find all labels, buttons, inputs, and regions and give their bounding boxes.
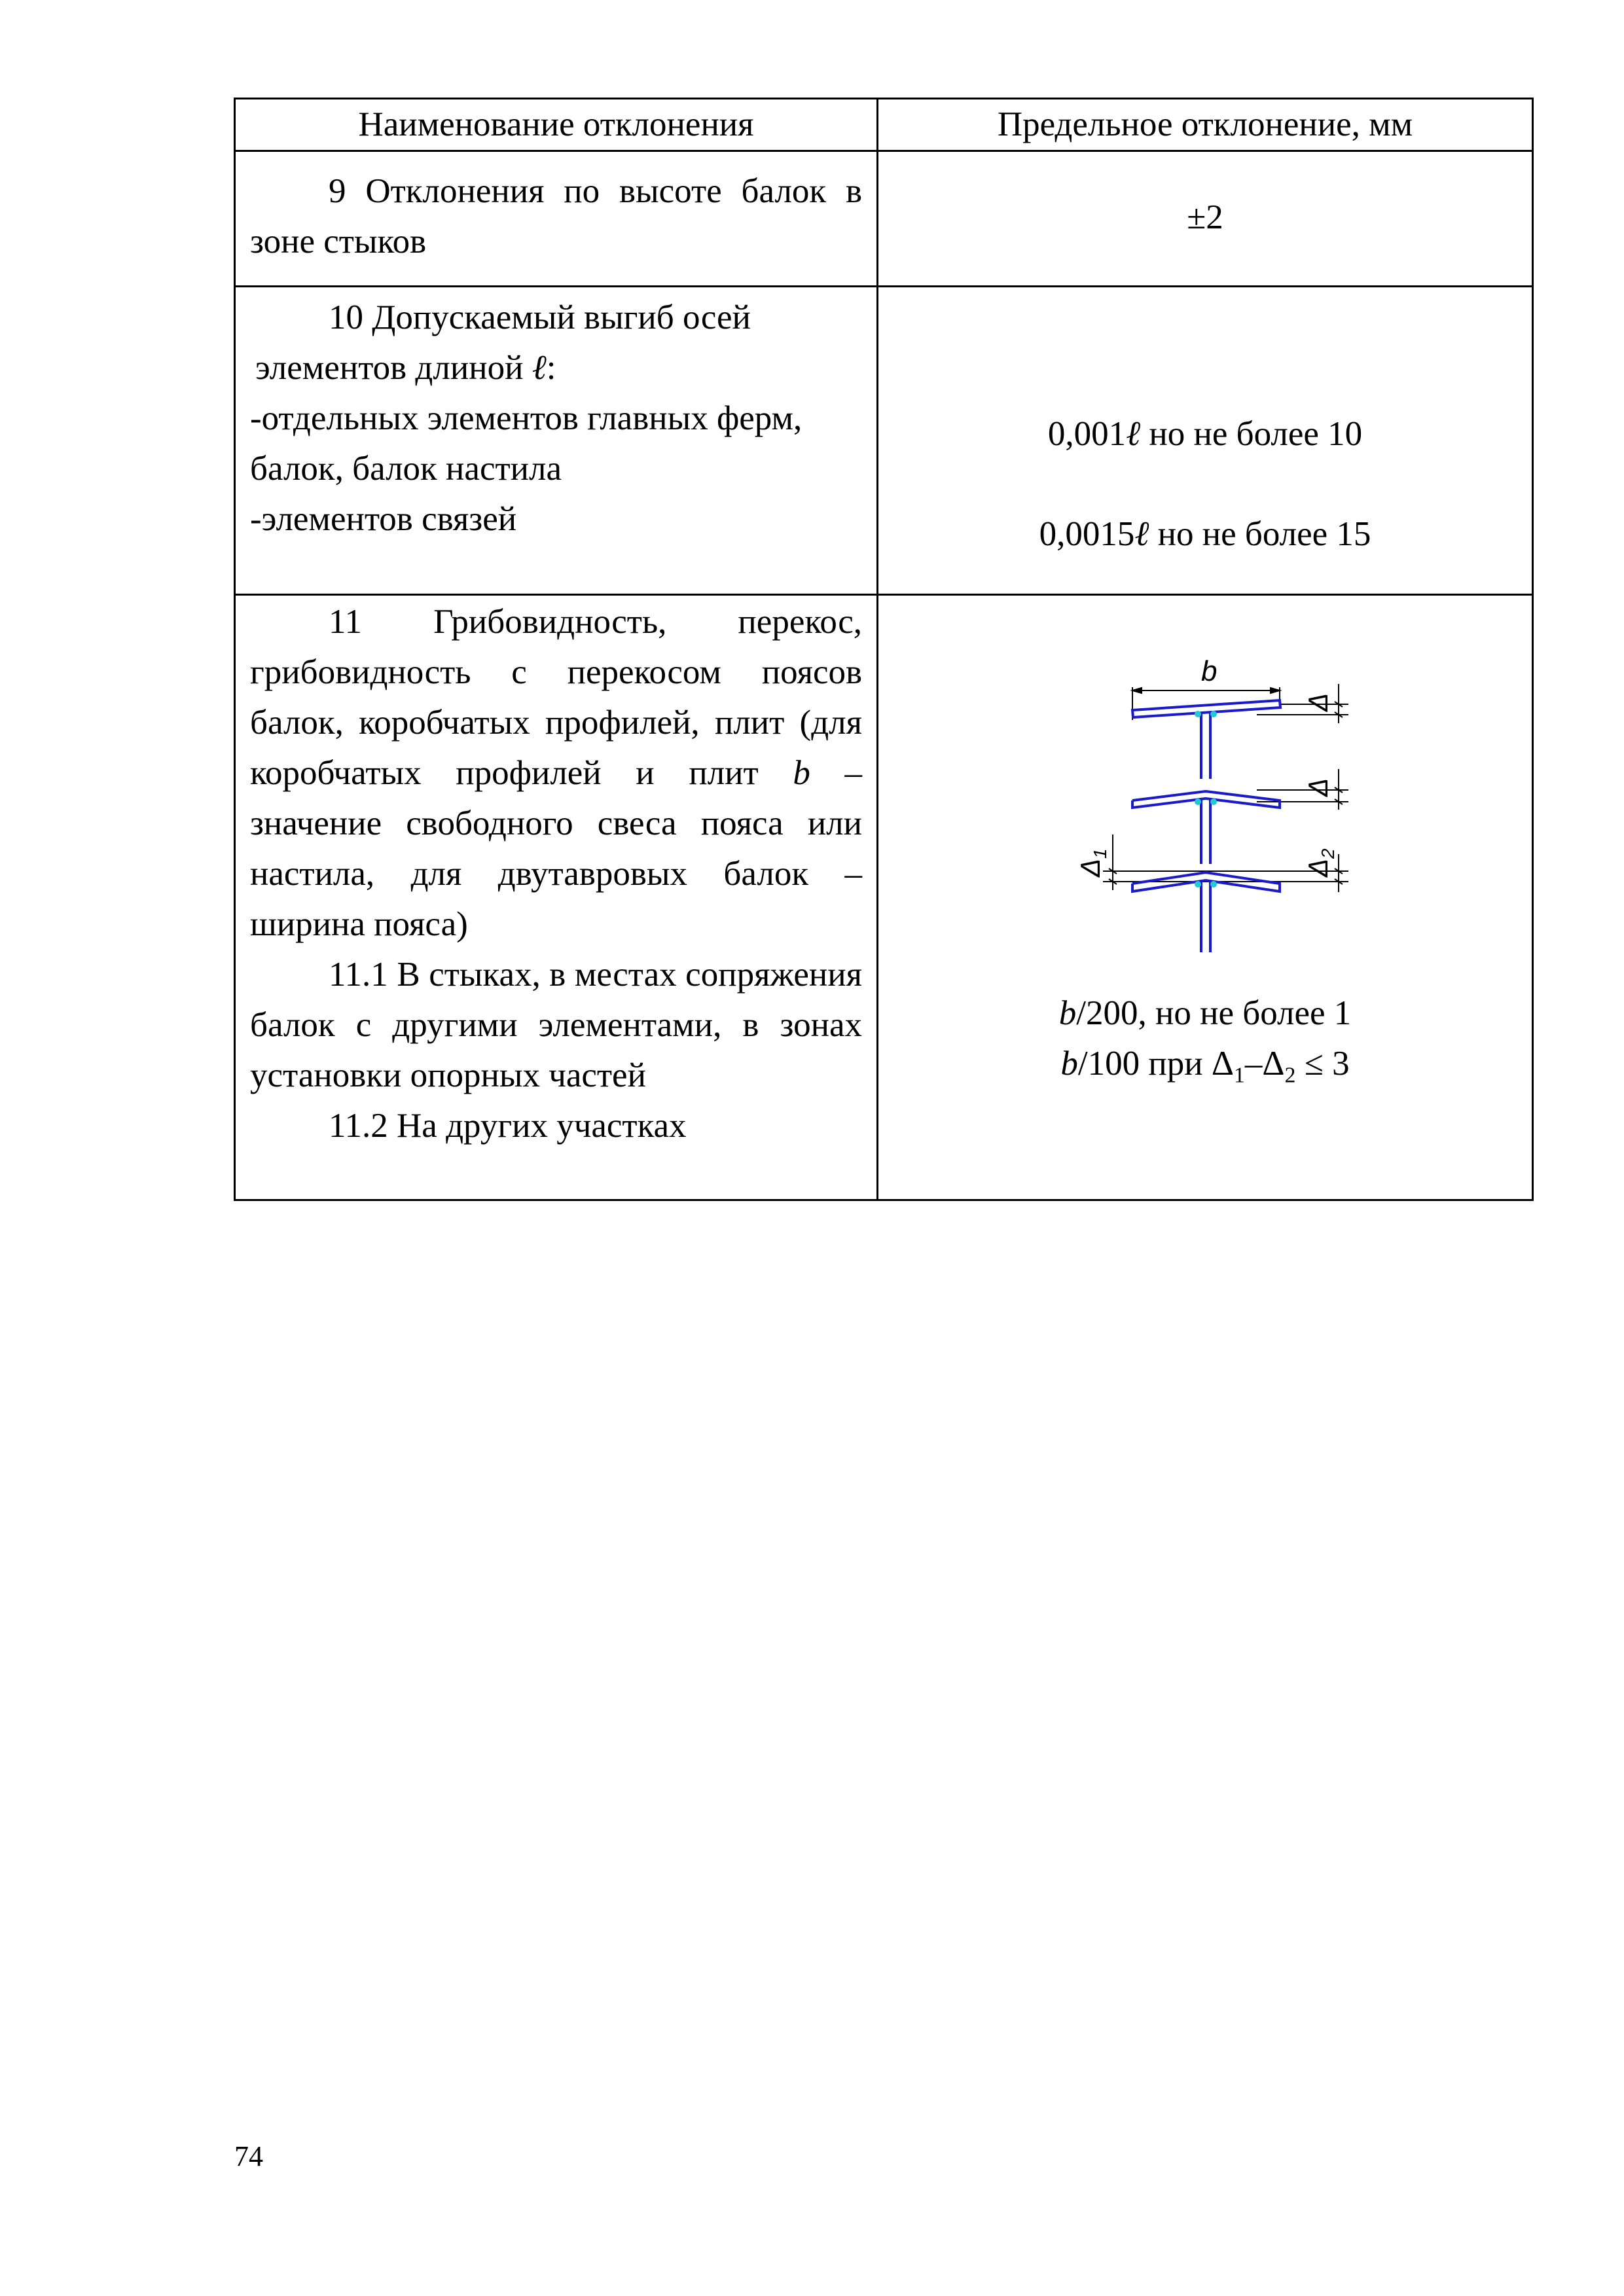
- page-number: 74: [234, 2140, 263, 2172]
- beam2-weld-left: [1195, 798, 1201, 805]
- row10-value1-num: 0,001: [1047, 415, 1127, 453]
- row11-value2: [878, 1039, 1532, 1089]
- flange-distortion-diagram: [1060, 645, 1375, 972]
- row9-value: ±2: [1187, 198, 1223, 236]
- row10-name-line1: 10 Допускаемый выгиб осей: [329, 298, 751, 336]
- row11-name: [250, 597, 862, 950]
- row10-value-cell: [878, 287, 1533, 595]
- label-delta2: [1303, 848, 1338, 878]
- row11-name-cell: [235, 595, 878, 1200]
- beam3-weld-left: [1195, 881, 1201, 888]
- dim-b-arrow-right: [1271, 688, 1280, 693]
- row10-item2: -элементов связей: [250, 500, 517, 538]
- beam1-weld-left: [1195, 711, 1201, 717]
- length-symbol: ℓ: [532, 349, 547, 387]
- table-header-row: [235, 99, 1533, 151]
- row9-name-cell: [235, 151, 878, 287]
- row11-name-text-b: – значение свободного свеса пояса или настила, для двутавровых балок – ширина пояса): [250, 754, 863, 943]
- row11-value2-text: /100 при Δ: [1077, 1045, 1234, 1083]
- label-delta-top: Δ: [1303, 692, 1333, 711]
- beam2-flange: [1132, 791, 1280, 808]
- label-delta-mid: Δ: [1303, 778, 1333, 797]
- length-symbol: ℓ: [1126, 415, 1141, 453]
- label-delta2-sym: Δ: [1303, 858, 1333, 877]
- row11-sub2: 11.2 На других участках: [329, 1107, 687, 1145]
- row11-value1-text: /200, но не более 1: [1076, 994, 1352, 1032]
- beam1-weld-right: [1210, 711, 1217, 717]
- row11-name-text-a: 11 Грибовидность, перекос, грибовидность с перекосом поясов балок, коробчатых профилей, плит (для коробчатых профилей и плит: [250, 603, 862, 792]
- beam2-weld-right: [1210, 798, 1217, 805]
- row11-value2-tail: ≤ 3: [1295, 1045, 1350, 1083]
- row11-value2-b: b: [1060, 1045, 1078, 1083]
- row10-value1: [878, 409, 1532, 459]
- header-deviation-name: Наименование отклонения: [235, 99, 878, 151]
- label-delta1-sub: 1: [1090, 848, 1110, 859]
- row10-name-cell: [235, 287, 878, 595]
- row10-value1-text: но не более 10: [1140, 415, 1363, 453]
- label-delta1-sym: Δ: [1075, 858, 1106, 877]
- label-delta2-sub: 2: [1318, 848, 1338, 859]
- row9-value-cell: [878, 151, 1533, 287]
- length-symbol: ℓ: [1134, 515, 1149, 553]
- label-delta1: [1075, 848, 1110, 878]
- row11-value1: [878, 988, 1532, 1039]
- row10-item1: -отдельных элементов главных ферм,: [250, 399, 803, 437]
- label-b: b: [1201, 655, 1218, 687]
- row10-item1b: балок, балок настила: [250, 450, 562, 488]
- row10-value2-num: 0,0015: [1039, 515, 1135, 553]
- table-row-9: [235, 151, 1533, 287]
- row10-name-line2: [250, 343, 862, 393]
- beam3-weld-right: [1210, 881, 1217, 888]
- row11-value2-sub1: 1: [1233, 1063, 1245, 1088]
- row9-name: 9 Отклонения по высоте балок в зоне стыков: [250, 172, 862, 260]
- beam-sections: [1132, 700, 1280, 952]
- row10-name-line2-text: элементов длиной: [255, 349, 532, 387]
- row10-colon: :: [546, 349, 556, 387]
- row11-value2-dash: –Δ: [1244, 1045, 1285, 1083]
- row11-sub1: 11.1 В стыках, в местах сопряжения балок с другими элементами, в зонах установки опорных частей: [250, 956, 862, 1094]
- row10-value2: [878, 509, 1532, 560]
- row11-value2-sub2: 2: [1284, 1063, 1296, 1088]
- row11-b-symbol: b: [793, 754, 810, 792]
- row11-value1-b: b: [1058, 994, 1077, 1032]
- dim-b-arrow-left: [1132, 688, 1142, 693]
- header-limit-deviation: Предельное отклонение, мм: [878, 99, 1533, 151]
- row10-value2-text: но не более 15: [1149, 515, 1371, 553]
- table-row-10: [235, 287, 1533, 595]
